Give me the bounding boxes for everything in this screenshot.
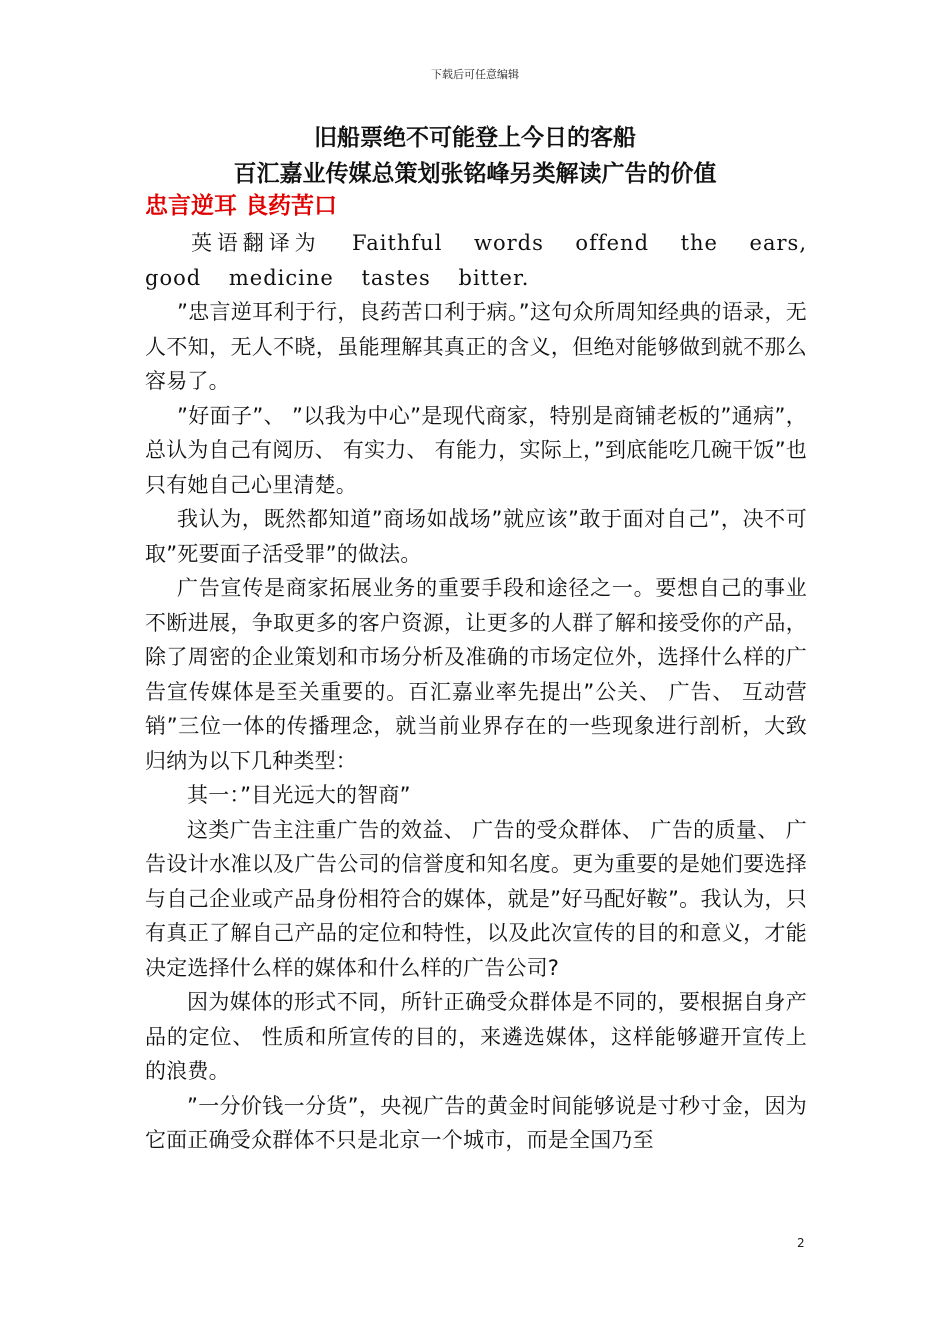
paragraph: ”好面子”、 ”以我为中心”是现代商家，特别是商铺老板的”通病”，总认为自己有阅历、 有实力、 有能力，实际上，”到底能吃几碗干饭”也只有她自己心里清楚。 bbox=[145, 403, 807, 497]
paragraph: ”忠言逆耳利于行，良药苦口利于病。”这句众所周知经典的语录，无人不知，无人不晓，虽能理解其真正的含义，但绝对能够做到就不那么容易了。 bbox=[145, 300, 807, 393]
subtitle: 百汇嘉业传媒总策划张铭峰另类解读广告的价值 bbox=[233, 161, 717, 187]
title-block bbox=[0, 120, 950, 192]
body-text bbox=[145, 190, 807, 1158]
header-note: 下载后可任意编辑 bbox=[431, 68, 519, 81]
paragraph-subheading: 其一：”目光远大的智商” bbox=[187, 783, 411, 807]
main-title: 旧船票绝不可能登上今日的客船 bbox=[314, 125, 636, 151]
page-number: 2 bbox=[797, 1236, 805, 1250]
paragraph: ”一分价钱一分货”，央视广告的黄金时间能够说是寸秒寸金，因为它面正确受众群体不只是北京一个城市，而是全国乃至 bbox=[145, 1093, 807, 1152]
paragraph-translation: 英语翻译为 Faithful words offend the ears, good medicine tastes bitter. bbox=[145, 231, 807, 290]
paragraph: 这类广告主注重广告的效益、 广告的受众群体、 广告的质量、 广告设计水准以及广告公司的信誉度和知名度。更为重要的是她们要选择与自己企业或产品身份相符合的媒体，就是”好马配好鞍”。我认为，只有真正了解自己产品的定位和特性，以及此次宣传的目的和意义，才能决定选择什么样的媒体和什么样的广告公司? bbox=[145, 817, 807, 980]
paragraph: 我认为，既然都知道”商场如战场”就应该”敢于面对自己”，决不可取”死要面子活受罪”的做法。 bbox=[145, 507, 807, 566]
section-heading: 忠言逆耳 良药苦口 bbox=[145, 193, 338, 219]
paragraph: 广告宣传是商家拓展业务的重要手段和途径之一。要想自己的事业不断进展，争取更多的客户资源，让更多的人群了解和接受你的产品，除了周密的企业策划和市场分析及准确的市场定位外，选择什么样的广告宣传媒体是至关重要的。百汇嘉业率先提出”公关、 广告、 互动营销”三位一体的传播理念，就当前业界存在的一些现象进行剖析，大致归纳为以下几种类型： bbox=[145, 576, 807, 773]
paragraph: 因为媒体的形式不同，所针正确受众群体是不同的，要根据自身产品的定位、 性质和所宣传的目的，来遴选媒体，这样能够避开宣传上的浪费。 bbox=[145, 990, 807, 1083]
